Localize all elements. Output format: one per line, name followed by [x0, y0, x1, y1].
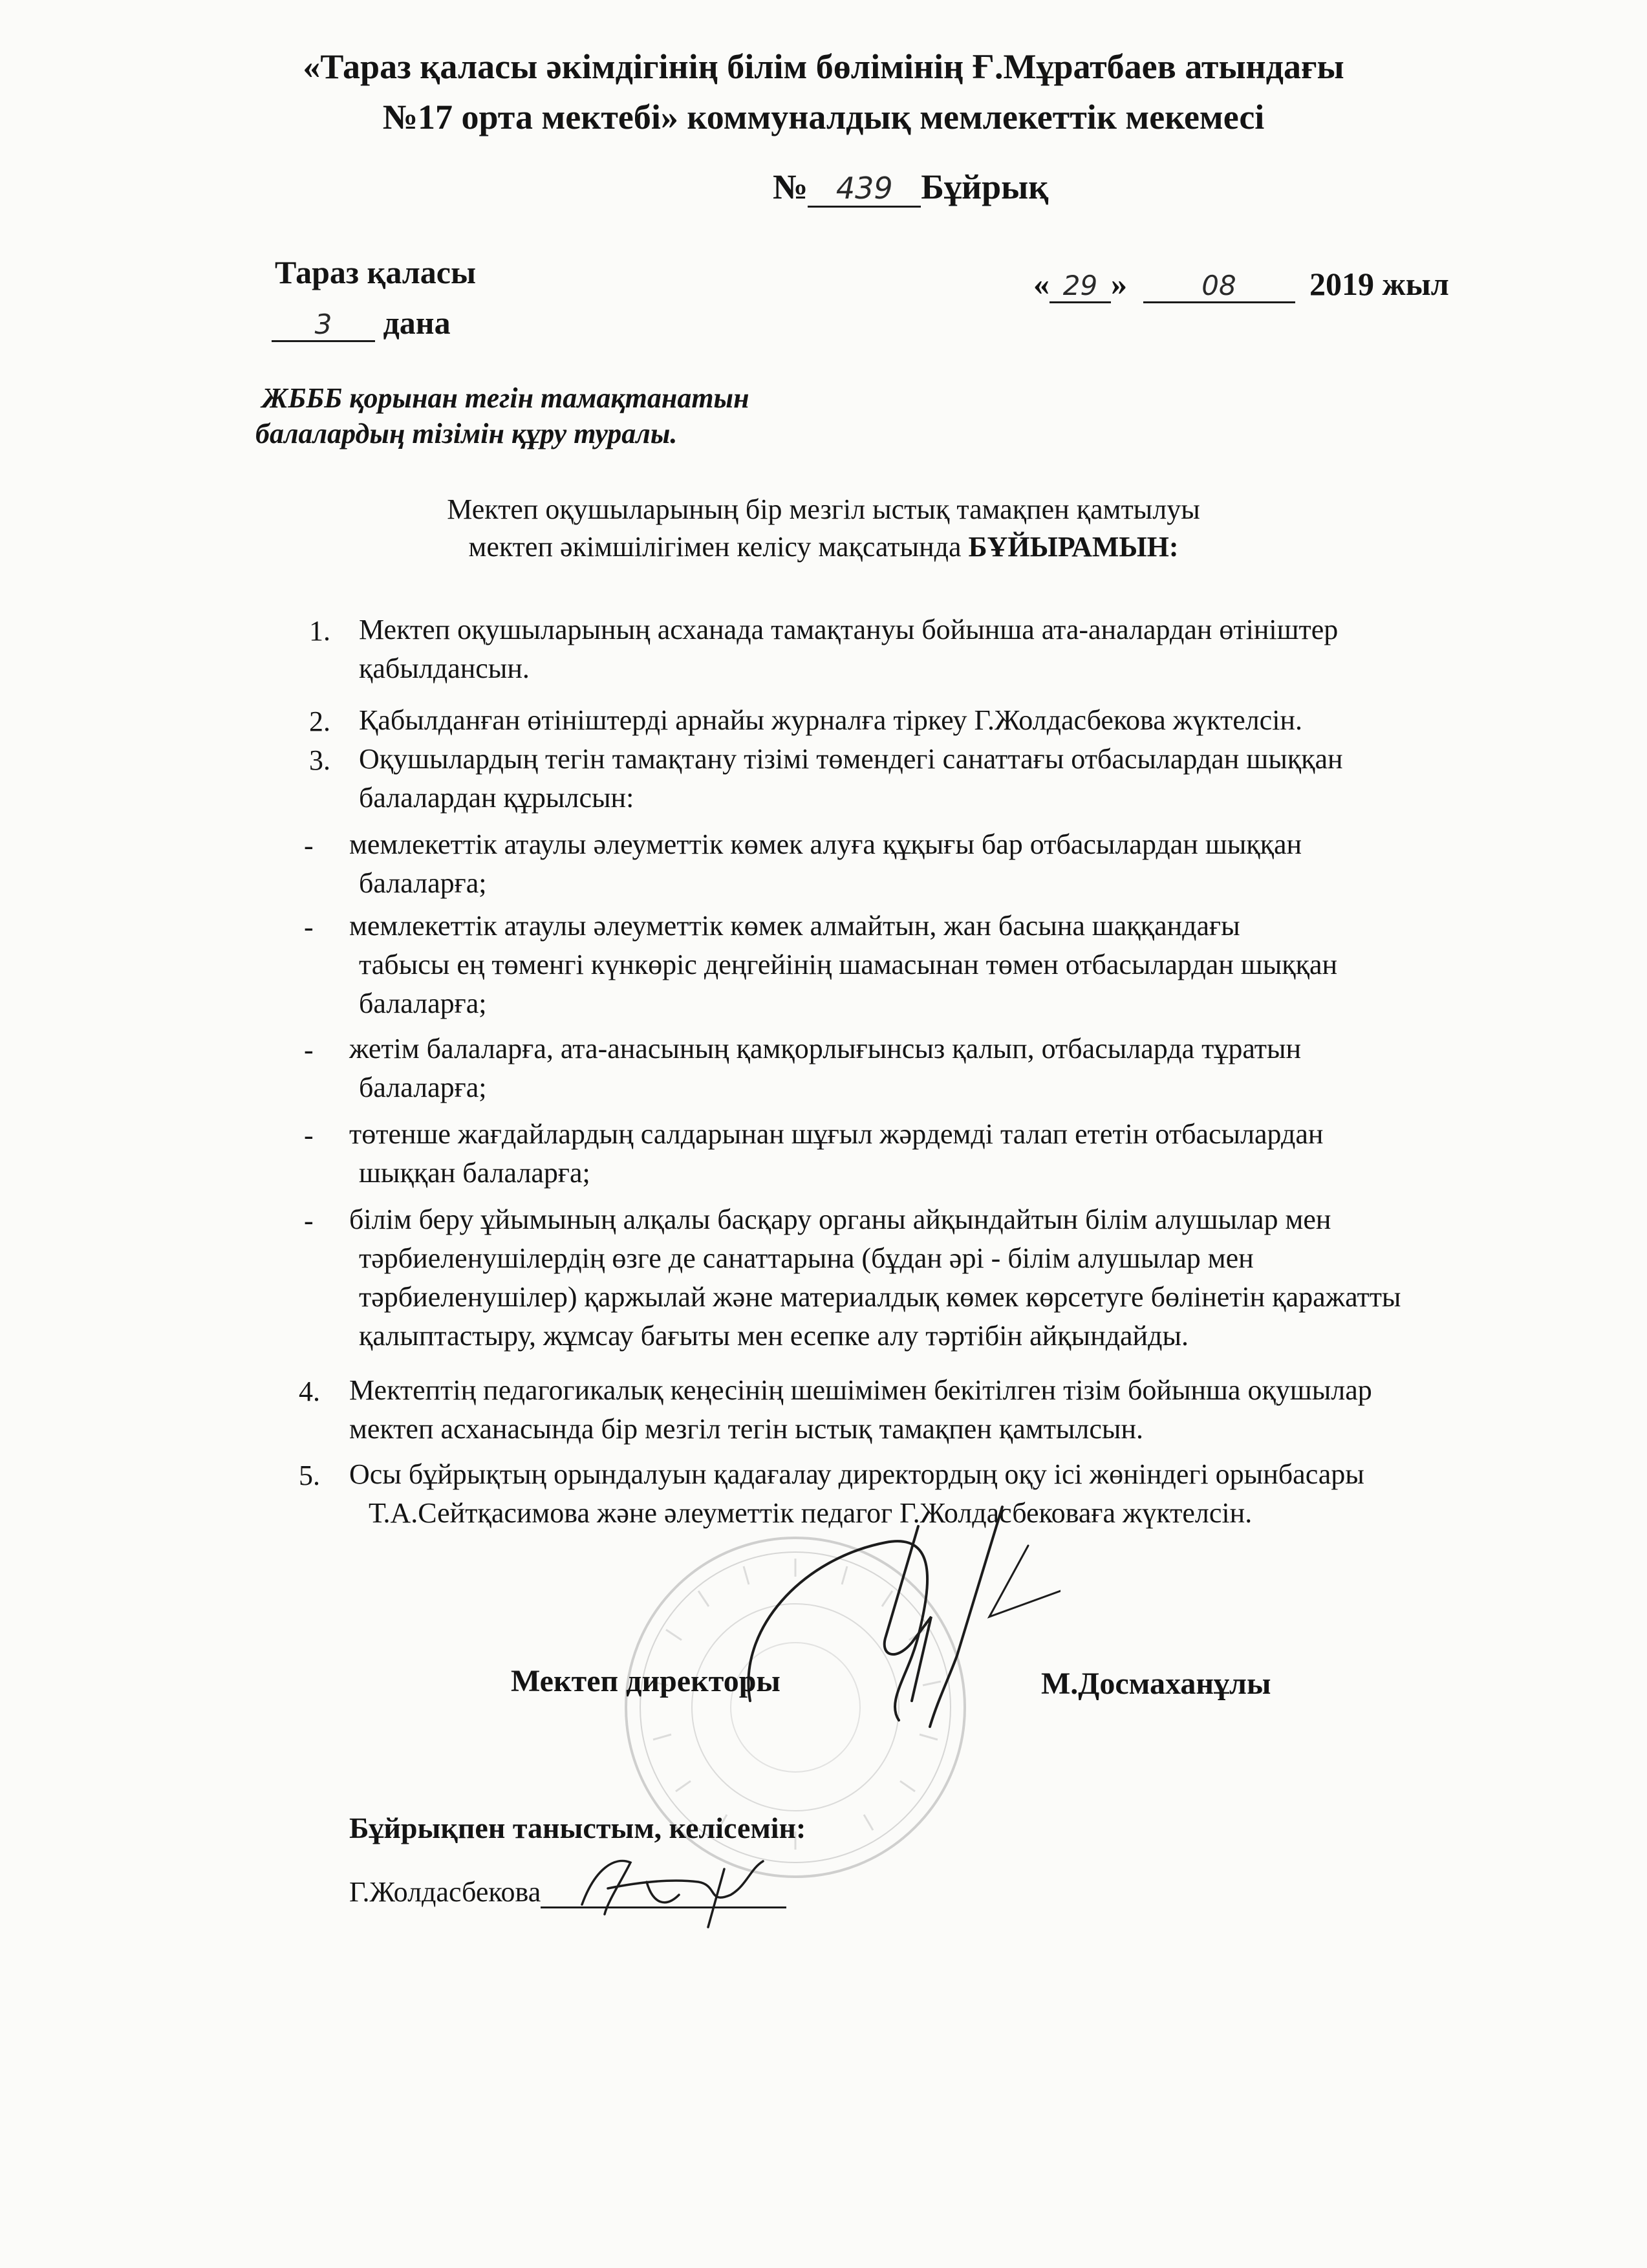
item-line: қалыптастыру, жұмсау бағыты мен есепке алу тәртібін айқындайды. — [359, 1320, 1189, 1352]
subject-line1: ЖБББ қорынан тегін тамақтанатын — [262, 382, 749, 414]
acknowledgement-heading: Бұйрықпен таныстым, келісемін: — [349, 1811, 806, 1844]
date-open-quote: « — [1033, 266, 1050, 302]
item-line: тәрбиеленушілердің өзге де санаттарына (бұдан әрі - білім алушылар мен — [359, 1242, 1254, 1274]
item-marker: 4. — [299, 1376, 320, 1407]
list-item-3 — [359, 740, 1343, 817]
item-line: білім беру ұйымының алқалы басқару органы айқындайтын білім алушылар мен — [349, 1204, 1331, 1235]
item-marker: - — [304, 830, 314, 861]
preamble-line2 — [0, 530, 1647, 563]
preamble-line1: Мектеп оқушыларының бір мезгіл ыстық тамақпен қамтылуы — [447, 493, 1200, 525]
list-item-dash-4 — [349, 1115, 1323, 1193]
item-marker: 1. — [309, 615, 330, 647]
item-marker: - — [304, 1034, 314, 1066]
order-number-line — [773, 167, 1048, 208]
item-marker: - — [304, 1205, 314, 1237]
item-line: шыққан балаларға; — [359, 1157, 590, 1189]
item-line: балаларға; — [359, 988, 487, 1019]
preamble-text: мектеп әкімшілігімен келісу мақсатында — [468, 531, 969, 563]
item-line: балалардан құрылсын: — [359, 782, 634, 814]
item-line: Қабылданған өтініштерді арнайы журналға тіркеу Г.Жолдасбекова жүктелсін. — [359, 704, 1302, 736]
acknowledgement-name: Г.Жолдасбекова — [349, 1876, 541, 1908]
city-name: Тараз қаласы — [275, 254, 477, 290]
item-line: Оқушылардың тегін тамақтану тізімі төмендегі санаттағы отбасылардан шыққан — [359, 743, 1343, 775]
order-title: Бұйрық — [921, 167, 1049, 206]
institution-name-line2: №17 орта мектебі» коммуналдық мемлекеттік мекемесі — [382, 98, 1265, 136]
item-line: жетім балаларға, ата-анасының қамқорлығынсыз қалып, отбасыларда тұратын — [349, 1033, 1302, 1064]
date-close-quote: » — [1111, 266, 1127, 302]
item-marker: 2. — [309, 706, 330, 737]
acknowledgement-signature — [569, 1843, 782, 1934]
item-line: қабылдансын. — [359, 653, 530, 684]
subject-line2: балалардың тізімін құру туралы. — [255, 418, 678, 449]
item-marker: - — [304, 1119, 314, 1151]
item-line: балаларға; — [359, 1072, 487, 1103]
copies-line — [272, 304, 451, 342]
item-line: балаларға; — [359, 867, 487, 899]
order-number-handwritten: 439 — [808, 171, 921, 208]
copies-label: дана — [383, 305, 451, 341]
item-line: Мектептің педагогикалық кеңесінің шешімімен бекітілген тізім бойынша оқушылар — [349, 1374, 1372, 1406]
copies-handwritten: 3 — [272, 308, 375, 342]
item-line: Осы бұйрықтың орындалуын қадағалау директордың оқу ісі жөніндегі орынбасары — [349, 1458, 1364, 1490]
date-month-handwritten: 08 — [1143, 270, 1295, 303]
director-signature — [724, 1487, 1060, 1759]
item-line: табысы ең төменгі күнкөріс деңгейінің шамасынан төмен отбасылардан шыққан — [359, 949, 1338, 980]
date-day-handwritten: 29 — [1050, 270, 1111, 303]
preamble-directive: БҰЙЫРАМЫН: — [968, 531, 1179, 563]
director-role: Мектеп директоры — [511, 1664, 780, 1698]
item-line: мектеп асханасында бір мезгіл тегін ыстық тамақпен қамтылсын. — [349, 1413, 1144, 1445]
item-line: мемлекеттік атаулы әлеуметтік көмек алмайтын, жан басына шаққандағы — [349, 910, 1240, 942]
date-year: 2019 жыл — [1309, 266, 1449, 302]
list-item-2 — [359, 701, 1302, 740]
list-item-dash-2 — [349, 907, 1337, 1023]
item-marker: - — [304, 911, 314, 943]
list-item-1 — [359, 610, 1338, 688]
item-line: төтенше жағдайлардың салдарынан шұғыл жәрдемді талап ететін отбасылардан — [349, 1118, 1324, 1150]
item-line: Т.А.Сейтқасимова және әлеуметтік педагог Г.Жолдасбековаға жүктелсін. — [369, 1497, 1253, 1529]
list-item-dash-1 — [349, 825, 1302, 903]
director-name: М.Досмаханұлы — [1041, 1667, 1271, 1701]
item-marker: 3. — [309, 744, 330, 776]
list-item-dash-5 — [349, 1200, 1401, 1355]
order-number-prefix: № — [773, 167, 808, 206]
item-marker: 5. — [299, 1460, 320, 1491]
item-line: тәрбиеленушілер) қаржылай және материалдық көмек көрсетуге бөлінетін қаражатты — [359, 1281, 1401, 1313]
list-item-dash-3 — [349, 1030, 1301, 1107]
list-item-4 — [349, 1371, 1372, 1449]
item-line: мемлекеттік атаулы әлеуметтік көмек алуға құқығы бар отбасылардан шыққан — [349, 828, 1302, 860]
order-date — [1033, 265, 1449, 303]
institution-name-line1: «Тараз қаласы әкімдігінің білім бөлімінің Ғ.Мұратбаев атындағы — [303, 47, 1344, 86]
item-line: Мектеп оқушыларының асханада тамақтануы бойынша ата-аналардан өтініштер — [359, 614, 1339, 645]
